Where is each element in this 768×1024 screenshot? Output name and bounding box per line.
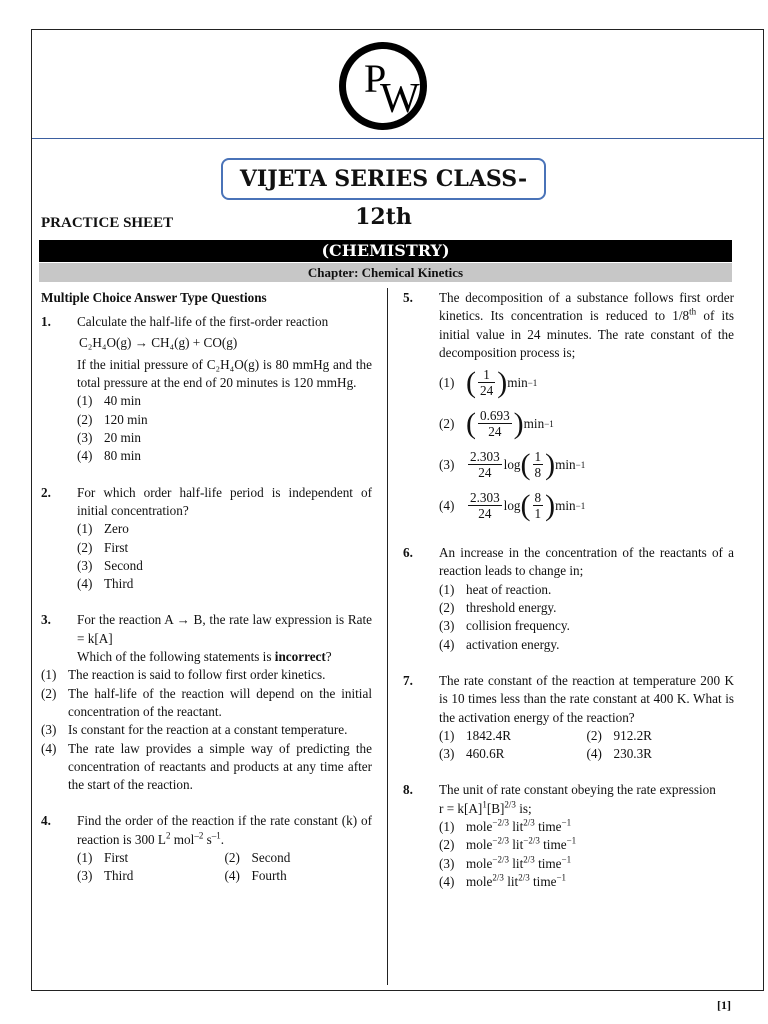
option[interactable]: (2) The half-life of the reaction will depend on the initial concentration of the reactant. <box>41 685 372 719</box>
option[interactable]: (2) 120 min <box>77 411 148 427</box>
question-text: Calculate the half-life of the first-order reaction <box>77 314 329 330</box>
option[interactable]: (4) 80 min <box>77 448 141 464</box>
pw-logo <box>339 42 427 130</box>
option[interactable]: (3) collision frequency. <box>439 618 570 634</box>
option[interactable]: (1) 40 min <box>77 393 141 409</box>
series-title: VIJETA SERIES CLASS-12th <box>221 158 546 200</box>
option[interactable]: (1) 1842.4R <box>439 727 512 743</box>
q3-options <box>41 666 372 794</box>
question-text: For which order half-life period is independent of initial concentration? <box>77 484 372 518</box>
option[interactable]: (2) First <box>77 539 129 555</box>
page-number: [1] <box>717 998 731 1012</box>
option[interactable]: (3) Is constant for the reaction at a constant temperature. <box>41 722 348 738</box>
logo-letter-w: W <box>380 76 420 122</box>
column-divider <box>387 288 388 985</box>
option[interactable]: (4) 230.3R <box>586 746 652 762</box>
question-text: Find the order of the reaction if the rate constant (k) of reaction is 300 $L^2$ mol$^{-2}$ $s^{-1}$. <box>77 813 372 847</box>
option[interactable]: (2) 912.2R <box>586 727 652 743</box>
option[interactable]: (1) First <box>77 850 129 866</box>
question-1: 1. Calculate the half-life of the first-order reaction C₂H₄O(g) → CH₄(g) + CO(g) If the initial pressure of C₂H₄O(g) is 80 mmHg and the total pressure at the end of 20 minutes is 120 mmHg. (1) 40 min (2) 120 min (3) 20 min (4) 80 min <box>41 313 372 465</box>
question-text: If the initial pressure of C₂H₄O(g) is 80 mmHg and the total pressure at the end of 20 minutes is 120 mmHg. <box>77 356 372 391</box>
option[interactable]: (3) 460.6R <box>439 746 505 762</box>
right-column <box>403 289 734 891</box>
page-frame <box>31 29 764 991</box>
question-text: Which of the following statements is incorrect? <box>77 649 332 665</box>
question-3: 3. For the reaction A → B, the rate law expression is Rate = k[A] Which of the following statements is incorrect? <box>41 611 372 666</box>
option[interactable]: (3) $\frac{2.303}{24}$ log ( $\frac{1}{8}$ ) min −1 <box>439 447 586 481</box>
option[interactable]: (4) activation energy. <box>439 636 560 652</box>
option[interactable]: (4) $\frac{2.303}{24}$ log ( $\frac{8}{1}$ ) min −1 <box>439 488 586 522</box>
subject-bar: (CHEMISTRY) <box>39 240 732 262</box>
reaction-equation: C₂H₄O(g) → CH₄(g) + CO(g) <box>79 334 238 350</box>
option[interactable]: (2) ( $\frac{0.693}{24}$ ) min −1 <box>439 406 554 440</box>
question-6: 6. An increase in the concentration of the reactants of a reaction leads to change in; (1) heat of reaction. (2) threshold energy. (3) collision frequency. (4) activation energy. <box>403 544 734 654</box>
logo-header <box>32 30 763 139</box>
option[interactable]: (3) Second <box>77 557 143 573</box>
option[interactable]: (2) threshold energy. <box>439 600 557 616</box>
option[interactable]: (3) Third <box>77 868 134 884</box>
question-5: 5. The decomposition of a substance follows first order kinetics. Its concentration is reduced to 1/8th of its initial value in 24 minutes. The rate constant of the decomposition process is; (1) ( $\frac{1}{24}$ ) min −1 (2) ( $\frac{0.693}{24}$ ) min −1 (3) $\frac{2.303}{24}$ log ( $\frac{1}{8}$ ) min −1 (4) $\frac{2.303}{24}$ log ( $\frac{8}{1}$ ) min −1 <box>403 289 734 526</box>
option[interactable]: (2) Second <box>224 850 291 866</box>
rate-expression: $r = k[A]^1[B]^{2/3}$ is; <box>439 799 532 816</box>
option[interactable]: (1) mole$^{-2/3}$ lit$^{2/3}$ time$^{-1}$ <box>439 817 572 835</box>
sheet-label: PRACTICE SHEET <box>41 215 174 231</box>
option[interactable]: (1) heat of reaction. <box>439 581 552 597</box>
section-title: Multiple Choice Answer Type Questions <box>41 290 267 305</box>
option[interactable]: (1) Zero <box>77 521 129 537</box>
question-text: For the reaction A → B, the rate law expression is Rate = k[A] <box>77 612 372 646</box>
option[interactable]: (3) 20 min <box>77 430 141 446</box>
question-text: The unit of rate constant obeying the rate expression <box>439 782 716 798</box>
question-7: 7. The rate constant of the reaction at temperature 200 K is 10 times less than the rate constant at 400 K. What is the activation energy of the reaction? (1) 1842.4R (2) 912.2R (3) 460.6R (4) 230.3R <box>403 672 734 763</box>
chapter-bar: Chapter: Chemical Kinetics <box>39 263 732 282</box>
logo-letter-p: P <box>364 56 387 101</box>
option[interactable]: (1) The reaction is said to follow first order kinetics. <box>41 667 326 683</box>
option[interactable]: (1) ( $\frac{1}{24}$ ) min −1 <box>439 365 538 399</box>
option[interactable]: (4) Third <box>77 576 134 592</box>
option[interactable]: (4) Fourth <box>224 868 287 884</box>
left-column <box>41 289 372 886</box>
option[interactable]: (2) mole$^{-2/3}$ lit$^{-2/3}$ time$^{-1}$ <box>439 835 577 853</box>
question-8: 8. The unit of rate constant obeying the rate expression $r = k[A]^1[B]^{2/3}$ is; (1) mole$^{-2/3}$ lit$^{2/3}$ time$^{-1}$ (2) mole$^{-2/3}$ lit$^{-2/3}$ time$^{-1}$ (3) mole$^{-2/3}$ lit$^{2/3}$ time$^{-1}$ (4) mole$^{2/3}$ lit$^{2/3}$ time$^{-1}$ <box>403 781 734 891</box>
question-text: The rate constant of the reaction at temperature 200 K is 10 times less than the rate constant at 400 K. What is the activation energy of the reaction? <box>439 672 734 725</box>
question-text: An increase in the concentration of the reactants of a reaction leads to change in; <box>439 545 734 579</box>
option[interactable]: (4) The rate law provides a simple way of predicting the concentration of reactants and products at any time after the start of the reaction. <box>41 740 372 793</box>
question-4: 4. Find the order of the reaction if the rate constant (k) of reaction is 300 $L^2$ mol$^{-2}$ $s^{-1}$. (1) First (2) Second (3) Third (4) Fourth <box>41 812 372 885</box>
option[interactable]: (3) mole$^{-2/3}$ lit$^{2/3}$ time$^{-1}$ <box>439 854 572 871</box>
question-text: The decomposition of a substance follows first order kinetics. Its concentration is reduced to 1/8th of its initial value in 24 minutes. The rate constant of the decomposition process is; <box>439 290 734 360</box>
question-2: 2. For which order half-life period is independent of initial concentration? (1) Zero (2) First (3) Second (4) Third <box>41 484 372 594</box>
option[interactable]: (4) mole$^{2/3}$ lit$^{2/3}$ time$^{-1}$ <box>439 872 567 889</box>
